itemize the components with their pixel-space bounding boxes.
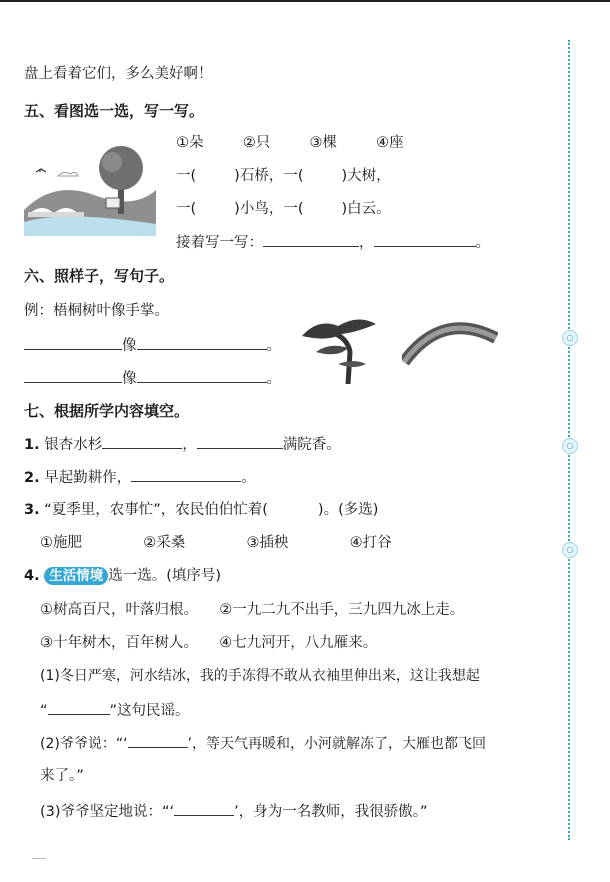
- q4-part1-line1: (1)冬日严寒，河水结冰，我的手冻得不敢从衣袖里伸出来，这让我想起: [40, 668, 480, 684]
- q4-part2-line1: [40, 733, 486, 754]
- q4-text: 选一选。(填序号): [108, 568, 222, 584]
- row1-part-b: )石桥，一(: [234, 168, 304, 184]
- sentence-row-1: [24, 335, 281, 356]
- binding-mark-1: ○: [562, 330, 578, 346]
- q4-part1-close: ”这句民谣。: [109, 703, 190, 719]
- q4-options-row-2: [40, 633, 377, 653]
- q2-text: 早起勤耕作，: [44, 470, 132, 486]
- continue-label: 接着写一写：: [176, 235, 263, 251]
- q3-options: [40, 533, 392, 553]
- q4-options-row-1: [40, 600, 464, 620]
- pine-tree-illustration: [298, 312, 378, 384]
- sentence2-object-blank[interactable]: [137, 368, 267, 383]
- q2-end: 。: [241, 470, 256, 486]
- binding-mark-2: ○: [562, 438, 578, 454]
- rainbow-illustration: [402, 318, 498, 366]
- choice-4: ④座: [376, 135, 404, 151]
- q2-number: 2.: [24, 470, 40, 486]
- question-4: [24, 566, 221, 586]
- q1-comma: ，: [182, 437, 197, 453]
- continue-blank-1[interactable]: [263, 232, 359, 247]
- choice-2: ②只: [242, 135, 271, 151]
- row1-part-c: )大树，: [341, 168, 391, 184]
- intro-line: 盘上看着它们，多么美好啊！: [24, 66, 213, 82]
- q4-part2-start: (2)爷爷说：“‘: [40, 736, 128, 752]
- question-2: [24, 467, 256, 488]
- continue-blank-2[interactable]: [374, 232, 476, 247]
- q3-end: )。(多选): [317, 502, 379, 518]
- q1-number: 1.: [24, 437, 40, 453]
- q3-option-3[interactable]: ③插秧: [246, 535, 289, 551]
- row1-part-a: 一(: [176, 168, 197, 184]
- sentence1-object-blank[interactable]: [137, 335, 267, 350]
- q4-number: 4.: [24, 568, 40, 584]
- q4-option-2: ②一九二九不出手，三九四九冰上走。: [219, 602, 465, 618]
- q4-part2-line2: 来了。”: [40, 768, 84, 784]
- q1-end: 满院香。: [282, 437, 341, 453]
- q4-part2-blank[interactable]: [128, 733, 188, 748]
- question-3: [24, 500, 378, 520]
- row2-part-c: )白云。: [341, 201, 391, 217]
- q3-option-4[interactable]: ④打谷: [349, 535, 392, 551]
- sentence2-subject-blank[interactable]: [24, 368, 122, 383]
- section6-title: 六、照样子，写句子。: [24, 267, 175, 285]
- q4-part3-blank[interactable]: [174, 801, 234, 816]
- sentence-row-2: [24, 368, 281, 389]
- continue-period: 。: [475, 235, 490, 251]
- footer-mark: [32, 858, 46, 859]
- q4-part2-rest: ’，等天气再暖和，小河就解冻了，大雁也都飞回: [187, 736, 486, 752]
- q3-option-2[interactable]: ②采桑: [143, 535, 186, 551]
- question-1: [24, 434, 341, 455]
- q3-option-1[interactable]: ①施肥: [40, 535, 82, 551]
- section6-example: 例：梧桐树叶像手掌。: [24, 303, 169, 319]
- life-situation-badge: 生活情境: [44, 567, 108, 585]
- section7-title: 七、根据所学内容填空。: [24, 402, 190, 420]
- top-border: [0, 0, 610, 2]
- row2-part-a: 一(: [176, 201, 197, 217]
- q3-number: 3.: [24, 502, 40, 518]
- continue-row: [176, 232, 490, 253]
- sentence1-like: 像: [122, 338, 137, 354]
- landscape-illustration: [24, 140, 156, 236]
- q4-part1-line2: [40, 700, 190, 721]
- q1-blank-2[interactable]: [197, 434, 283, 449]
- choice-1: ①朵: [176, 135, 204, 151]
- choice-3: ③棵: [309, 135, 337, 151]
- q4-part3-rest: ’，身为一名教师，我很骄傲。”: [234, 804, 428, 820]
- section5-title: 五、看图选一选，写一写。: [24, 102, 205, 120]
- q3-text: “夏季里，农事忙”，农民伯伯忙着(: [44, 502, 268, 518]
- binding-mark-3: ○: [562, 542, 578, 558]
- q4-option-3: ③十年树木，百年树人。: [40, 635, 198, 651]
- q4-part1-open-quote: “: [40, 703, 48, 719]
- q4-part1-blank[interactable]: [48, 700, 110, 715]
- q4-option-4: ④七九河开，八九雁来。: [219, 635, 378, 651]
- q1-text: 银杏水杉: [44, 437, 103, 453]
- sentence2-period: 。: [266, 371, 281, 387]
- q4-option-1: ①树高百尺，叶落归根。: [40, 602, 198, 618]
- q2-blank[interactable]: [131, 467, 241, 482]
- fill-row-2: [176, 199, 391, 219]
- row2-part-b: )小鸟，一(: [234, 201, 304, 217]
- q1-blank-1[interactable]: [102, 434, 182, 449]
- sentence2-like: 像: [122, 371, 137, 387]
- sentence1-subject-blank[interactable]: [24, 335, 122, 350]
- fill-row-1: [176, 166, 391, 186]
- measure-word-choices: [176, 133, 404, 153]
- continue-comma: ，: [359, 235, 374, 251]
- q4-part3: [40, 801, 428, 822]
- sentence1-period: 。: [266, 338, 281, 354]
- q4-part3-start: (3)爷爷坚定地说：“‘: [40, 804, 175, 820]
